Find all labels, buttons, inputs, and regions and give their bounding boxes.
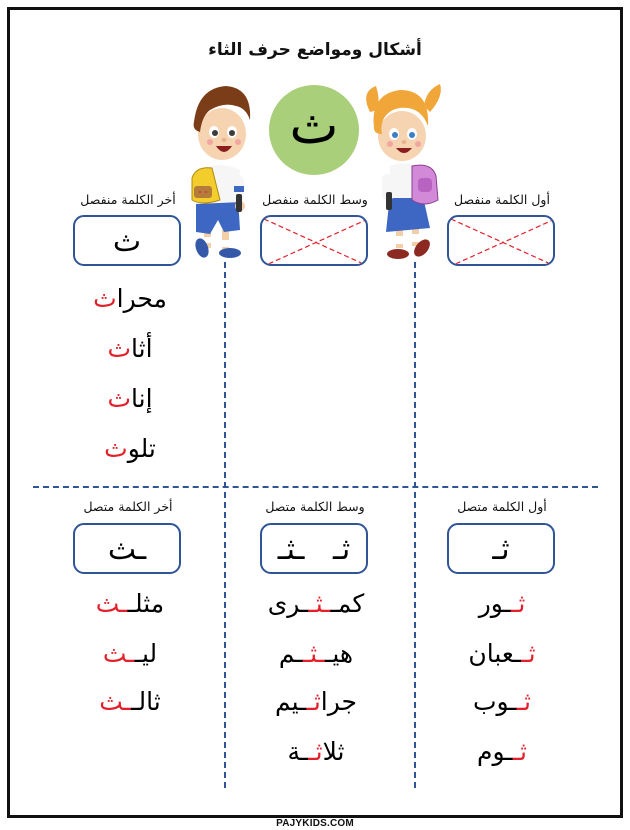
label-end-separate: أخر الكلمة منفصل xyxy=(80,192,176,207)
letter-middle-connected: ثـ ـثـ xyxy=(277,532,351,567)
word-connected-middle: كمــثــرى xyxy=(267,589,365,618)
box-middle-separate xyxy=(260,215,368,266)
featured-letter: ث xyxy=(289,96,339,156)
letter-end-connected: ـث xyxy=(107,532,147,567)
box-start-separate xyxy=(447,215,555,266)
page-title: أشكال ومواضع حرف الثاء xyxy=(208,40,422,60)
footer-text: PAJYKIDS.COM xyxy=(273,818,357,829)
row-divider xyxy=(33,486,598,488)
girl-illustration xyxy=(360,82,445,262)
box-end-separate xyxy=(73,215,181,266)
column-divider-right xyxy=(414,262,416,788)
cross-out-icon xyxy=(262,217,368,266)
label-end-connected: أخر الكلمة متصل xyxy=(83,499,173,514)
cross-out-icon xyxy=(449,217,555,266)
letter-end-separate: ث xyxy=(112,224,142,259)
word-connected-middle: هيــثــم xyxy=(278,639,354,668)
word-connected-middle: ثلاثــة xyxy=(287,737,345,766)
box-start-connected xyxy=(447,523,555,574)
word-connected-middle: جراثــيم xyxy=(274,687,357,716)
word-connected-end: ليــث xyxy=(102,639,158,668)
label-start-connected: أول الكلمة متصل xyxy=(457,499,547,514)
word-connected-start: ثــعبان xyxy=(468,639,536,668)
word-connected-end: ثالــث xyxy=(99,687,161,716)
label-middle-separate: وسط الكلمة منفصل xyxy=(262,192,368,207)
word-connected-end: مثلــث xyxy=(95,589,165,618)
word-connected-start: ثــوم xyxy=(476,737,527,766)
word-connected-start: ثــوب xyxy=(472,687,532,716)
label-middle-connected: وسط الكلمة متصل xyxy=(265,499,365,514)
word-separate-end: إناث xyxy=(107,384,153,413)
box-middle-connected xyxy=(260,523,368,574)
footer xyxy=(0,811,630,830)
box-end-connected xyxy=(73,523,181,574)
boy-illustration xyxy=(180,82,258,262)
word-separate-end: أثاث xyxy=(107,334,153,363)
word-separate-end: تلوث xyxy=(104,434,156,463)
featured-letter-circle xyxy=(269,85,359,175)
column-divider-left xyxy=(224,262,226,788)
word-connected-start: ثــور xyxy=(478,589,526,618)
letter-start-connected: ثـ xyxy=(492,532,510,567)
word-separate-end: محراث xyxy=(93,284,167,313)
label-start-separate: أول الكلمة منفصل xyxy=(454,192,550,207)
